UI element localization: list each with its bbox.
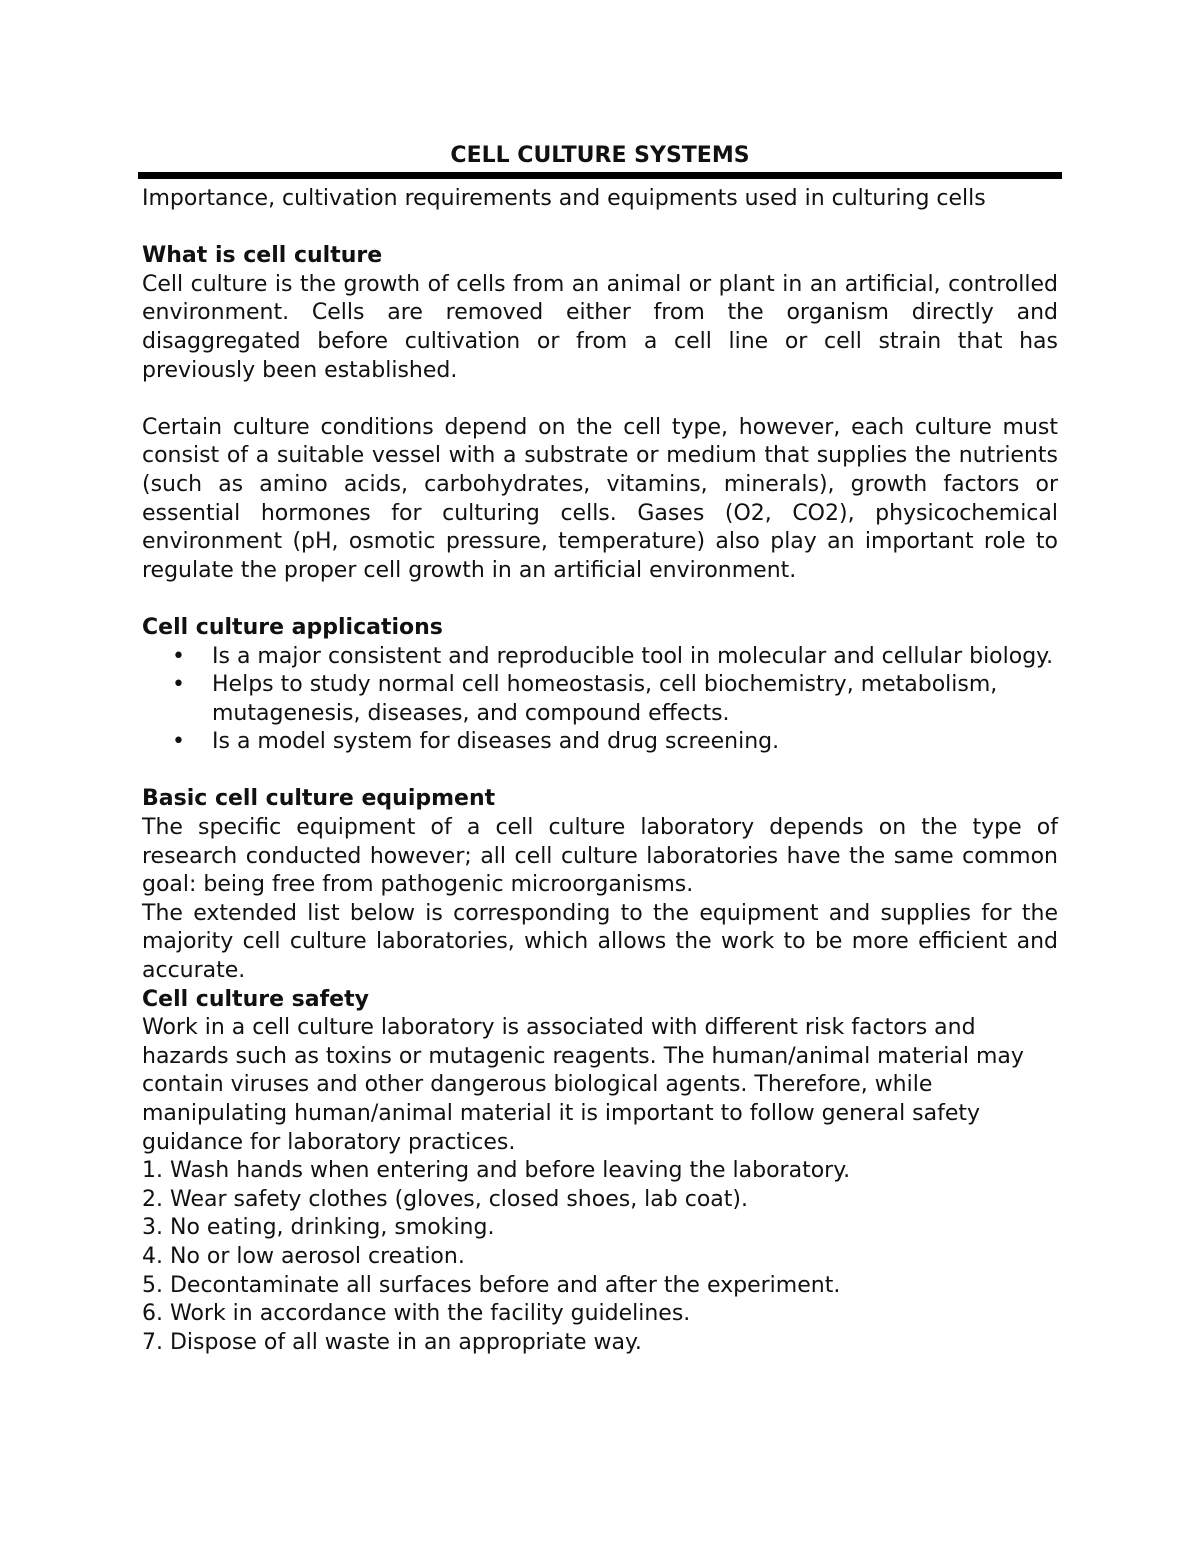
list-item: 6. Work in accordance with the facility guidelines. (142, 1301, 691, 1327)
section-heading-applications: Cell culture applications (142, 614, 443, 640)
list-item: 7. Dispose of all waste in an appropriate way. (142, 1329, 642, 1355)
list-item: 4. No or low aerosol creation. (142, 1243, 465, 1269)
document-subtitle: Importance, cultivation requirements and equipments used in culturing cells (142, 186, 986, 211)
list-item: 5. Decontaminate all surfaces before and after the experiment. (142, 1272, 841, 1298)
list-item (142, 643, 1058, 672)
spacer (142, 214, 1058, 243)
what-paragraph-1: Cell culture is the growth of cells from an animal or plant in an artificial, controlled environment. Cells are removed either from the organism directly and disaggregated before cultivation or from a cell line or cell strain that has previously been established. (142, 271, 1058, 383)
bullet-icon: • (172, 672, 185, 698)
title-underline-rule (138, 172, 1062, 179)
section-heading-safety: Cell culture safety (142, 986, 369, 1012)
list-item-text: Helps to study normal cell homeostasis, cell biochemistry, metabolism, mutagenesis, diseases, and compound effects. (212, 672, 998, 726)
list-item: 1. Wash hands when entering and before leaving the laboratory. (142, 1158, 851, 1184)
spacer (142, 385, 1058, 414)
section-heading-what: What is cell culture (142, 243, 383, 269)
spacer (142, 757, 1058, 786)
equipment-paragraph-1: The specific equipment of a cell culture laboratory depends on the type of research conducted however; all cell culture laboratories have the same common goal: being free from pathogenic microorganisms. (142, 815, 1058, 898)
equipment-paragraph-2: The extended list below is corresponding to the equipment and supplies for the majority cell culture laboratories, which allows the work to be more efficient and accurate. (142, 900, 1058, 984)
list-item (142, 671, 1058, 728)
safety-steps-list (142, 1157, 1058, 1357)
list-item: 3. No eating, drinking, smoking. (142, 1215, 495, 1241)
what-paragraph-2: Certain culture conditions depend on the cell type, however, each culture must consist of a suitable vessel with a substrate or medium that supplies the nutrients (such as amino acids, carbohydrates, vitamins, minerals), growth factors or essential hormones for culturing cells. Gases (O2, CO2), physicochemical environment (pH, osmotic pressure, temperature) also play an important role to regulate the proper cell growth in an artificial environment. (142, 414, 1058, 583)
document-title: CELL CULTURE SYSTEMS (450, 143, 750, 168)
list-item: 2. Wear safety clothes (gloves, closed shoes, lab coat). (142, 1186, 748, 1212)
applications-list (142, 643, 1058, 757)
bullet-icon: • (172, 643, 185, 669)
safety-paragraph: Work in a cell culture laboratory is associated with different risk factors and hazards such as toxins or mutagenic reagents. The human/animal material may contain viruses and other dangerous biological agents. Therefore, while manipulating human/animal material it is important to follow general safety guidance for laboratory practices. (142, 1015, 1024, 1155)
list-item-text: Is a major consistent and reproducible tool in molecular and cellular biology. (212, 643, 1054, 669)
list-item-text: Is a model system for diseases and drug screening. (212, 729, 780, 755)
list-item (142, 728, 1058, 757)
section-heading-equipment: Basic cell culture equipment (142, 786, 496, 812)
bullet-icon: • (172, 729, 185, 755)
spacer (142, 585, 1058, 614)
